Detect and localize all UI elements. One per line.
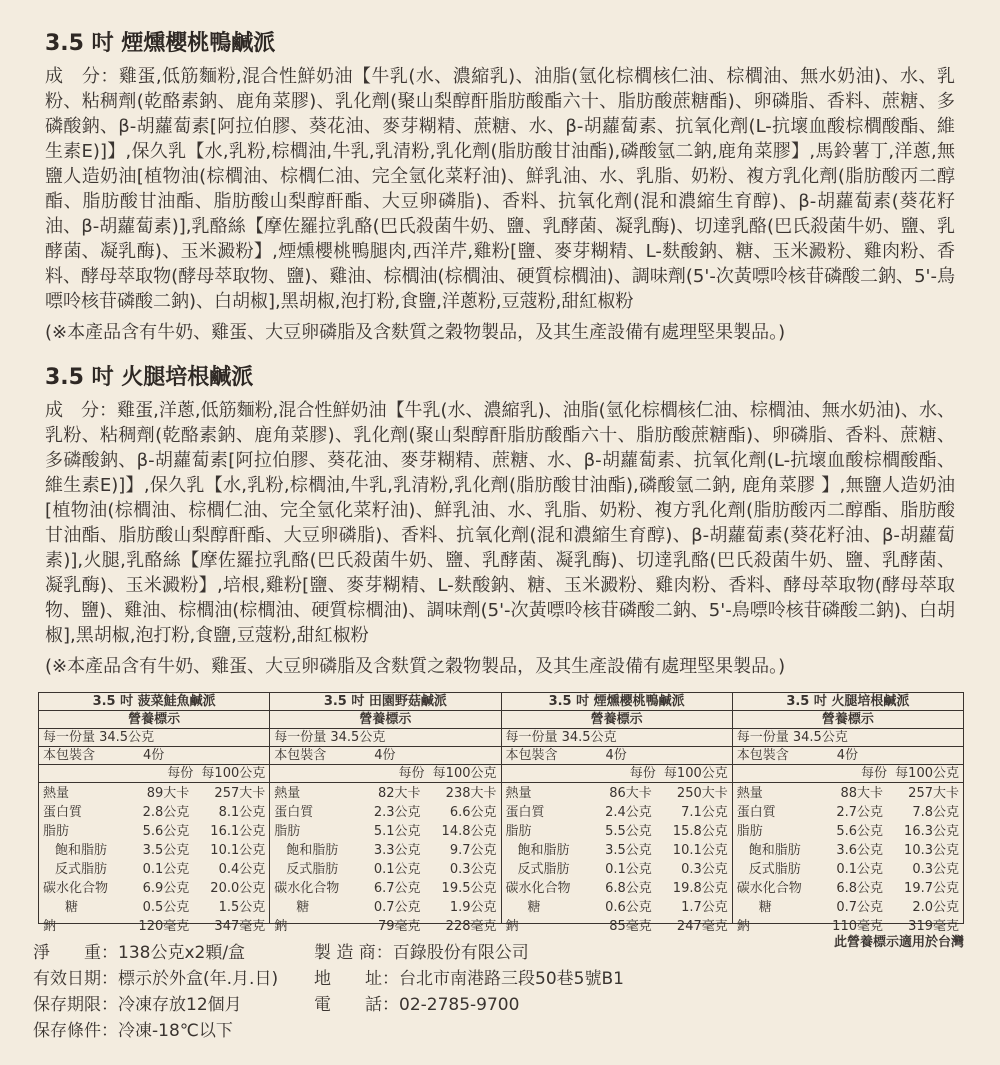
section-title: 3.5 吋 煙燻櫻桃鴨鹹派	[45, 31, 276, 56]
product-name: 3.5 吋 田園野菇鹹派	[270, 693, 500, 711]
nutrition-body	[270, 784, 500, 936]
nutrient-per-serving: 79毫克	[377, 919, 421, 934]
nutrient-row	[733, 898, 963, 917]
manufacturer: 製 造 商：百錄股份有限公司	[314, 943, 529, 963]
nutrient-row	[733, 784, 963, 803]
nutrient-label: 反式脂肪	[748, 862, 801, 877]
nutrition-header: 營養標示	[39, 711, 269, 729]
allergen-note: (※本產品含有牛奶、雞蛋、大豆卵磷脂及含麩質之穀物製品，及其生產設備有處理堅果製品。)	[45, 322, 786, 343]
nutrient-label: 飽和脂肪	[286, 843, 339, 858]
package-label: 本包裝含	[43, 748, 96, 763]
nutrient-per-serving: 3.5公克	[605, 843, 652, 858]
net-weight: 淨 重：138公克x2顆/盒	[33, 943, 246, 963]
nutrient-per-100g: 0.3公克	[912, 862, 959, 877]
nutrient-per-100g: 7.1公克	[681, 805, 728, 820]
nutrient-label: 熱量	[505, 786, 532, 801]
nutrient-per-serving: 88大卡	[840, 786, 883, 801]
nutrient-label: 鈉	[274, 919, 288, 934]
nutrient-label: 熱量	[274, 786, 301, 801]
nutrient-per-serving: 2.8公克	[142, 805, 190, 820]
col-per-100g: 每100公克	[201, 766, 266, 781]
package-label: 本包裝含	[505, 748, 558, 763]
nutrient-row	[733, 879, 963, 898]
col-per-serving: 每份	[629, 766, 656, 781]
nutrient-row	[502, 860, 732, 879]
nutrient-row	[502, 879, 732, 898]
nutrient-per-serving: 82大卡	[377, 786, 421, 801]
nutrient-per-100g: 19.7公克	[904, 881, 959, 896]
nutrient-per-100g: 7.8公克	[912, 805, 959, 820]
nutrient-label: 糖	[65, 900, 79, 915]
nutrient-per-serving: 0.5公克	[142, 900, 190, 915]
nutrient-row	[733, 803, 963, 822]
package-value: 4份	[836, 748, 859, 763]
package-count	[270, 747, 500, 765]
nutrient-label: 蛋白質	[505, 805, 545, 820]
nutrition-header: 營養標示	[733, 711, 963, 729]
nutrient-label: 碳水化合物	[505, 881, 571, 896]
serving-size: 每一份量 34.5公克	[270, 729, 500, 747]
nutrient-per-100g: 250大卡	[676, 786, 728, 801]
address: 地 址：台北市南港路三段50巷5號B1	[314, 969, 624, 989]
nutrient-per-serving: 2.3公克	[373, 805, 421, 820]
nutrient-label: 脂肪	[736, 824, 763, 839]
nutrient-row	[270, 879, 500, 898]
nutrient-label: 碳水化合物	[736, 881, 802, 896]
nutrient-per-serving: 0.6公克	[605, 900, 652, 915]
nutrient-per-100g: 19.8公克	[672, 881, 728, 896]
nutrient-label: 糖	[296, 900, 310, 915]
nutrient-label: 熱量	[736, 786, 763, 801]
nutrient-per-100g: 257大卡	[908, 786, 959, 801]
nutrient-label: 蛋白質	[43, 805, 83, 820]
nutrient-row	[39, 803, 269, 822]
col-per-serving: 每份	[398, 766, 425, 781]
nutrient-per-serving: 5.1公克	[373, 824, 421, 839]
ingredients-text: 成 分：雞蛋,低筋麵粉,混合性鮮奶油【牛乳(水、濃縮乳)、油脂(氫化棕櫚核仁油、棕櫚油、無水奶油)、水、乳粉、粘稠劑(乾酪素鈉、鹿角菜膠)、乳化劑(聚山梨醇酐脂肪酸酯六十、脂肪酸蔗糖酯)、卵磷脂、香料、蔗糖、多磷酸鈉、β-胡蘿蔔素[阿拉伯膠、葵花油、麥芽糊精、蔗糖、水、β-胡蘿蔔素、抗氧化劑(L-抗壞血酸棕櫚酸酯、維生素E)]】,保久乳【水,乳粉,棕櫚油,牛乳,乳清粉,乳化劑(脂肪酸甘油酯),磷酸氫二鈉,鹿角菜膠】,馬鈴薯丁,洋蔥,無鹽人造奶油[植物油(棕櫚油、棕櫚仁油、完全氫化菜籽油)、鮮乳油、水、乳脂、奶粉、複方乳化劑(脂肪酸丙二醇酯、脂肪酸甘油酯、脂肪酸山梨醇酐酯、大豆卵磷脂)、香料、抗氧化劑(混和濃縮生育醇)、β-胡蘿蔔素(葵花籽油、β-胡蘿蔔素)],乳酪絲【摩佐羅拉乳酪(巴氏殺菌牛奶、鹽、乳酵菌、凝乳酶)、切達乳酪(巴氏殺菌牛奶、鹽、乳酵菌、凝乳酶)、玉米澱粉】,煙燻櫻桃鴨腿肉,西洋芹,雞粉[鹽、麥芽糊精、L-麩酸鈉、糖、玉米澱粉、雞肉粉、香料、酵母萃取物(酵母萃取物、鹽)、雞油、棕櫚油(棕櫚油、硬質棕櫚油)、調味劑(5'-次黃嘌呤核苷磷酸二鈉、5'-鳥嘌呤核苷磷酸二鈉)、白胡椒],黑胡椒,泡打粉,食鹽,洋蔥粉,豆蔻粉,甜紅椒粉	[45, 66, 955, 312]
nutrition-table	[38, 692, 269, 934]
nutrition-table	[501, 692, 732, 934]
allergen-note: (※本產品含有牛奶、雞蛋、大豆卵磷脂及含麩質之穀物製品，及其生產設備有處理堅果製品。)	[45, 656, 786, 677]
nutrient-row	[502, 822, 732, 841]
nutrient-row	[502, 898, 732, 917]
nutrient-label: 鈉	[43, 919, 57, 934]
nutrient-per-serving: 120毫克	[138, 919, 190, 934]
serving-size: 每一份量 34.5公克	[502, 729, 732, 747]
nutrient-per-serving: 3.6公克	[836, 843, 883, 858]
nutrient-per-serving: 86大卡	[609, 786, 652, 801]
nutrient-row	[502, 841, 732, 860]
product-name: 3.5 吋 火腿培根鹹派	[733, 693, 963, 711]
nutrient-per-serving: 3.5公克	[142, 843, 190, 858]
nutrient-label: 反式脂肪	[55, 862, 108, 877]
column-headers	[502, 765, 732, 783]
nutrient-row	[39, 841, 269, 860]
product-info-right	[314, 940, 624, 1018]
nutrient-per-100g: 1.9公克	[449, 900, 497, 915]
serving-size: 每一份量 34.5公克	[733, 729, 963, 747]
nutrient-label: 脂肪	[274, 824, 301, 839]
nutrient-label: 糖	[758, 900, 772, 915]
nutrient-row	[39, 917, 269, 936]
column-headers	[39, 765, 269, 783]
nutrient-label: 飽和脂肪	[55, 843, 108, 858]
nutrient-per-100g: 347毫克	[214, 919, 266, 934]
nutrient-row	[39, 860, 269, 879]
column-headers	[270, 765, 500, 783]
nutrient-label: 碳水化合物	[43, 881, 109, 896]
nutrition-body	[733, 784, 963, 936]
nutrient-label: 脂肪	[505, 824, 532, 839]
nutrition-tables	[38, 692, 964, 934]
nutrient-per-serving: 6.9公克	[142, 881, 190, 896]
nutrient-label: 鈉	[505, 919, 519, 934]
nutrition-table	[732, 692, 964, 934]
product-name: 3.5 吋 煙燻櫻桃鴨鹹派	[502, 693, 732, 711]
nutrient-per-serving: 5.6公克	[142, 824, 190, 839]
col-per-serving: 每份	[167, 766, 194, 781]
column-headers	[733, 765, 963, 783]
nutrient-per-100g: 238大卡	[445, 786, 497, 801]
nutrient-per-100g: 257大卡	[214, 786, 266, 801]
nutrient-per-serving: 0.1公克	[373, 862, 421, 877]
nutrient-row	[733, 822, 963, 841]
nutrient-per-serving: 85毫克	[609, 919, 652, 934]
nutrient-per-100g: 1.5公克	[218, 900, 266, 915]
package-label: 本包裝含	[736, 748, 789, 763]
nutrient-per-serving: 5.6公克	[836, 824, 883, 839]
product-name: 3.5 吋 菠菜鮭魚鹹派	[39, 693, 269, 711]
package-count	[733, 747, 963, 765]
nutrient-per-serving: 3.3公克	[373, 843, 421, 858]
nutrition-header: 營養標示	[502, 711, 732, 729]
nutrient-per-serving: 89大卡	[146, 786, 190, 801]
nutrition-table	[269, 692, 500, 934]
nutrition-body	[502, 784, 732, 936]
package-label: 本包裝含	[274, 748, 327, 763]
nutrient-per-100g: 319毫克	[908, 919, 959, 934]
package-count	[502, 747, 732, 765]
section-title: 3.5 吋 火腿培根鹹派	[45, 365, 254, 390]
nutrient-row	[502, 917, 732, 936]
nutrient-row	[502, 803, 732, 822]
nutrient-row	[270, 784, 500, 803]
section-smoked-duck	[45, 30, 955, 345]
col-per-100g: 每100公克	[663, 766, 728, 781]
nutrient-per-serving: 0.1公克	[142, 862, 190, 877]
nutrient-per-100g: 10.1公克	[210, 843, 266, 858]
nutrient-row	[270, 803, 500, 822]
nutrient-label: 蛋白質	[736, 805, 776, 820]
shelf-life: 保存期限：冷凍存放12個月	[33, 995, 242, 1015]
package-count	[39, 747, 269, 765]
nutrient-row	[733, 841, 963, 860]
nutrient-per-100g: 19.5公克	[441, 881, 497, 896]
phone: 電 話：02-2785-9700	[314, 995, 520, 1015]
nutrient-per-serving: 6.8公克	[836, 881, 883, 896]
nutrient-per-100g: 14.8公克	[441, 824, 497, 839]
nutrient-per-serving: 5.5公克	[605, 824, 652, 839]
nutrient-per-serving: 0.7公克	[373, 900, 421, 915]
nutrient-per-100g: 0.4公克	[218, 862, 266, 877]
nutrient-per-serving: 2.4公克	[605, 805, 652, 820]
nutrient-per-100g: 6.6公克	[449, 805, 497, 820]
nutrient-label: 鈉	[736, 919, 750, 934]
nutrient-per-100g: 15.8公克	[672, 824, 728, 839]
package-value: 4份	[374, 748, 396, 763]
nutrient-per-serving: 110毫克	[832, 919, 883, 934]
nutrient-per-serving: 6.8公克	[605, 881, 652, 896]
nutrient-label: 熱量	[43, 786, 70, 801]
nutrient-per-100g: 10.3公克	[904, 843, 959, 858]
nutrient-label: 脂肪	[43, 824, 70, 839]
nutrient-per-serving: 0.1公克	[836, 862, 883, 877]
nutrient-per-100g: 8.1公克	[218, 805, 266, 820]
nutrient-label: 飽和脂肪	[517, 843, 570, 858]
nutrient-label: 糖	[527, 900, 541, 915]
nutrient-label: 碳水化合物	[274, 881, 340, 896]
nutrient-per-100g: 9.7公克	[449, 843, 497, 858]
nutrient-per-serving: 6.7公克	[373, 881, 421, 896]
nutrient-row	[270, 860, 500, 879]
col-per-100g: 每100公克	[895, 766, 959, 781]
nutrient-per-100g: 0.3公克	[449, 862, 497, 877]
nutrient-row	[270, 917, 500, 936]
nutrition-footnote: 此營養標示適用於台灣	[833, 935, 964, 950]
serving-size: 每一份量 34.5公克	[39, 729, 269, 747]
section-ham-bacon	[45, 364, 955, 679]
nutrient-row	[270, 822, 500, 841]
nutrient-row	[39, 784, 269, 803]
nutrient-per-100g: 247毫克	[676, 919, 728, 934]
nutrient-row	[39, 879, 269, 898]
package-value: 4份	[605, 748, 627, 763]
nutrient-row	[502, 784, 732, 803]
nutrient-per-100g: 1.7公克	[681, 900, 728, 915]
nutrient-label: 反式脂肪	[517, 862, 570, 877]
ingredients-text: 成 分：雞蛋,洋蔥,低筋麵粉,混合性鮮奶油【牛乳(水、濃縮乳)、油脂(氫化棕櫚核仁油、棕櫚油、無水奶油)、水、乳粉、粘稠劑(乾酪素鈉、鹿角菜膠)、乳化劑(聚山梨醇酐脂肪酸酯六十、脂肪酸蔗糖酯)、卵磷脂、香料、蔗糖、多磷酸鈉、β-胡蘿蔔素[阿拉伯膠、葵花油、麥芽糊精、蔗糖、水、β-胡蘿蔔素、抗氧化劑(L-抗壞血酸棕櫚酸酯、維生素E)]】,保久乳【水,乳粉,棕櫚油,牛乳,乳清粉,乳化劑(脂肪酸甘油酯),磷酸氫二鈉, 鹿角菜膠 】,無鹽人造奶油[植物油(棕櫚油、棕櫚仁油、完全氫化菜籽油)、鮮乳油、水、乳脂、奶粉、複方乳化劑(脂肪酸丙二醇酯、脂肪酸甘油酯、脂肪酸山梨醇酐酯、大豆卵磷脂)、香料、抗氧化劑(混和濃縮生育醇)、β-胡蘿蔔素(葵花籽油、β-胡蘿蔔素)],火腿,乳酪絲【摩佐羅拉乳酪(巴氏殺菌牛奶、鹽、乳酵菌、凝乳酶)、切達乳酪(巴氏殺菌牛奶、鹽、乳酵菌、凝乳酶)、玉米澱粉】,培根,雞粉[鹽、麥芽糊精、L-麩酸鈉、糖、玉米澱粉、雞肉粉、香料、酵母萃取物(酵母萃取物、鹽)、雞油、棕櫚油(棕櫚油、硬質棕櫚油)、調味劑(5'-次黃嘌呤核苷磷酸二鈉、5'-鳥嘌呤核苷磷酸二鈉)、白胡椒],黑胡椒,泡打粉,食鹽,豆蔻粉,甜紅椒粉	[45, 400, 955, 646]
nutrient-per-100g: 16.1公克	[210, 824, 266, 839]
nutrient-label: 飽和脂肪	[748, 843, 801, 858]
nutrient-per-serving: 0.7公克	[836, 900, 883, 915]
nutrient-per-100g: 228毫克	[445, 919, 497, 934]
nutrient-per-100g: 16.3公克	[904, 824, 959, 839]
nutrient-row	[733, 860, 963, 879]
nutrition-body	[39, 784, 269, 936]
nutrient-per-serving: 0.1公克	[605, 862, 652, 877]
nutrient-row	[39, 822, 269, 841]
nutrient-row	[39, 898, 269, 917]
col-per-100g: 每100公克	[432, 766, 497, 781]
nutrient-label: 反式脂肪	[286, 862, 339, 877]
expiry-date: 有效日期：標示於外盒(年.月.日)	[33, 969, 279, 989]
nutrient-per-100g: 20.0公克	[210, 881, 266, 896]
storage-condition: 保存條件：冷凍-18℃以下	[33, 1021, 233, 1041]
nutrient-row	[270, 841, 500, 860]
col-per-serving: 每份	[860, 766, 887, 781]
nutrition-header: 營養標示	[270, 711, 500, 729]
nutrient-per-100g: 2.0公克	[912, 900, 959, 915]
nutrient-label: 蛋白質	[274, 805, 314, 820]
nutrient-row	[270, 898, 500, 917]
nutrient-per-100g: 10.1公克	[672, 843, 728, 858]
package-value: 4份	[143, 748, 165, 763]
nutrient-per-serving: 2.7公克	[836, 805, 883, 820]
product-info-left	[33, 940, 278, 1044]
nutrient-per-100g: 0.3公克	[681, 862, 728, 877]
